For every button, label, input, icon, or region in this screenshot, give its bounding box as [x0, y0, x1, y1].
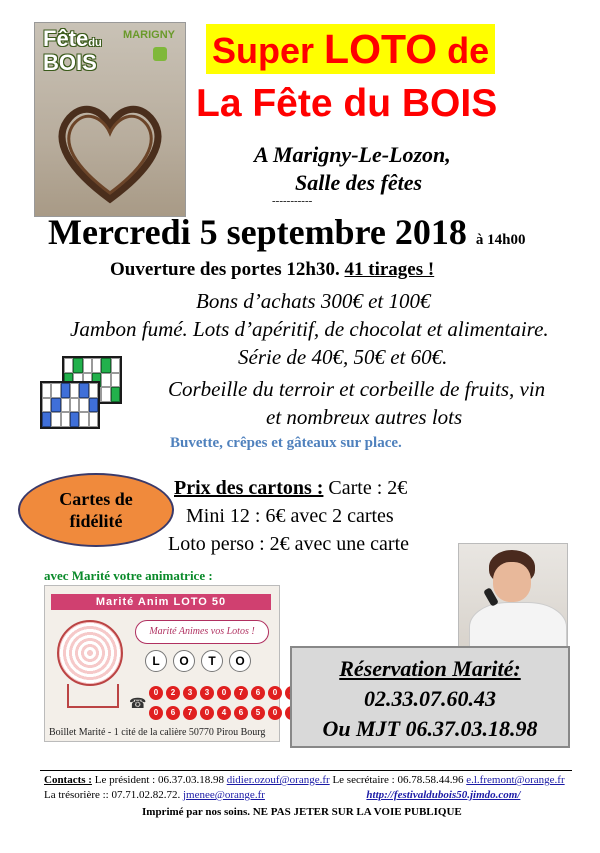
animator-flyer-photo	[44, 585, 280, 742]
reservation-phone: 02.33.07.60.43	[364, 686, 496, 711]
logo-brand	[43, 26, 102, 75]
heart-icon	[49, 89, 171, 209]
date-main: Mercredi 5 septembre 2018	[48, 212, 467, 252]
separator: -----------	[272, 195, 313, 207]
fete-du-bois-logo	[34, 22, 186, 217]
logo-town: MARIGNY	[123, 29, 175, 41]
animator-bubble: Marité Animes vos Lotos !	[135, 620, 269, 644]
title-pre: Super	[212, 30, 325, 71]
reservation-title: Réservation Marité:	[339, 656, 521, 681]
prize-line: Bons d’achats 300€ et 100€	[196, 289, 431, 313]
phone-digit: 3	[200, 686, 214, 700]
contacts-label: Contacts :	[44, 774, 92, 786]
footer-treasurer	[44, 789, 520, 801]
fidelity-line1: Cartes de	[59, 489, 133, 509]
phone-digit: 0	[268, 706, 282, 720]
loto-ball: T	[201, 650, 223, 672]
secretary-email-link[interactable]: e.l.fremont@orange.fr	[466, 774, 565, 786]
president-email-link[interactable]: didier.ozouf@orange.fr	[226, 774, 330, 786]
title-loto: LOTO	[324, 26, 438, 72]
pricing-mini: Mini 12 : 6€ avec 2 cartes	[186, 505, 394, 527]
phone-digit: 2	[166, 686, 180, 700]
president-contact: Le président : 06.37.03.18.98	[91, 774, 227, 786]
phone-digit: 7	[183, 706, 197, 720]
phone-digit: 6	[166, 706, 180, 720]
lottery-cage-icon	[57, 620, 123, 686]
title-line1	[206, 24, 495, 74]
phone-digit: 0	[217, 686, 231, 700]
fidelity-line2: fidélité	[69, 511, 123, 531]
treasurer-contact: La trésorière :: 07.71.02.82.72.	[44, 789, 183, 801]
fidelity-cards-badge	[18, 473, 174, 547]
phone-digit: 6	[234, 706, 248, 720]
loto-ball: L	[145, 650, 167, 672]
logo-brand-line1: Fête	[43, 26, 89, 51]
location-venue: Salle des fêtes	[295, 170, 423, 195]
title-line2: La Fête du BOIS	[196, 82, 498, 125]
phone-icon: ☎	[129, 697, 147, 712]
prize-line: et nombreux autres lots	[266, 405, 463, 429]
prize-line: Jambon fumé. Lots d’apéritif, de chocolat et alimentaire.	[70, 317, 549, 341]
doors-text: Ouverture des portes 12h30.	[110, 259, 345, 280]
treasurer-email-link[interactable]: jmenee@orange.fr	[183, 789, 265, 801]
loto-ball: O	[229, 650, 251, 672]
logo-brand-small: du	[88, 37, 102, 49]
event-date	[48, 211, 525, 253]
reservation-alt-phone: Ou MJT 06.37.03.18.98	[322, 716, 538, 741]
phone-digit: 0	[268, 686, 282, 700]
website-link[interactable]: http://festivaldubois50.jimdo.com/	[366, 789, 521, 801]
location-town: A Marigny-Le-Lozon,	[254, 142, 451, 167]
secretary-contact: Le secrétaire : 06.78.58.44.96	[329, 774, 467, 786]
bingo-card-icon	[40, 381, 100, 429]
phone-digit: 4	[217, 706, 231, 720]
pricing-perso: Loto perso : 2€ avec une carte	[168, 533, 410, 555]
buvette-info: Buvette, crêpes et gâteaux sur place.	[170, 435, 402, 451]
animator-address: Boillet Marité - 1 cité de la calière 50770 Pirou Bourg	[49, 727, 266, 738]
loto-balls	[145, 650, 251, 672]
phone-digit: 0	[200, 706, 214, 720]
date-time: à 14h00	[475, 232, 526, 248]
logo-brand-line2: BOIS	[43, 50, 97, 75]
pricing-carte: Carte : 2€	[323, 477, 408, 499]
animator-caption: avec Marité votre animatrice :	[44, 568, 213, 583]
prize-line: Corbeille du terroir et corbeille de fruits, vin	[168, 377, 546, 401]
lottery-cage-stand	[67, 684, 119, 708]
phone-digit: 7	[234, 686, 248, 700]
title-post: de	[437, 30, 490, 71]
pricing-label: Prix des cartons :	[174, 477, 324, 499]
pricing-title	[174, 477, 407, 500]
phone-digit: 6	[251, 686, 265, 700]
doors-opening	[110, 259, 434, 281]
leaf-icon	[153, 47, 167, 61]
phone-digit: 0	[149, 706, 163, 720]
animator-portrait	[458, 543, 568, 650]
reservation-box	[290, 646, 570, 748]
loto-ball: O	[173, 650, 195, 672]
animator-banner: Marité Anim LOTO 50	[51, 594, 271, 610]
phone-digit: 0	[149, 686, 163, 700]
prize-line: Série de 40€, 50€ et 60€.	[238, 345, 448, 369]
footer-divider	[40, 770, 572, 771]
footer-contacts	[44, 774, 565, 786]
phone-digit: 3	[183, 686, 197, 700]
footer-notice: Imprimé par nos soins. NE PAS JETER SUR LA VOIE PUBLIQUE	[142, 806, 462, 818]
draws-count: 41 tirages !	[344, 259, 435, 280]
phone-digit: 5	[251, 706, 265, 720]
